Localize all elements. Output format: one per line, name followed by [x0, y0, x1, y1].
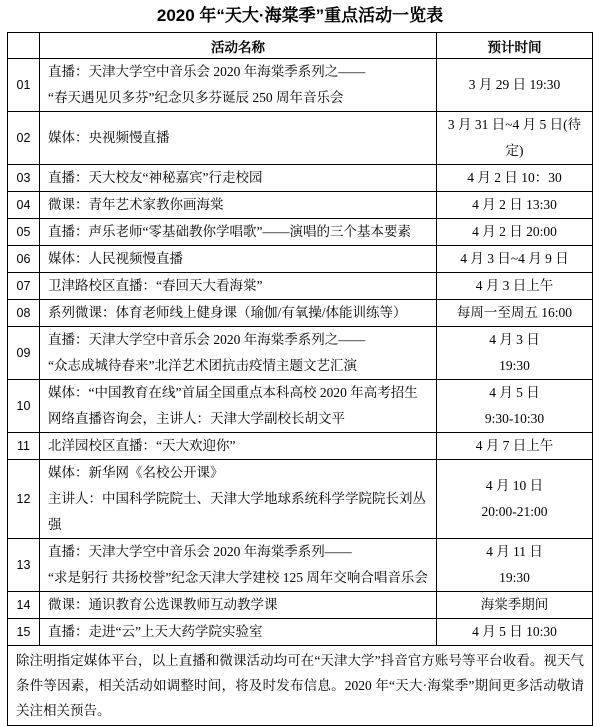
activity-cell — [40, 327, 437, 380]
activity-cell — [40, 246, 437, 273]
header-cell-activity: 活动名称 — [40, 33, 437, 59]
row-index: 09 — [8, 327, 40, 380]
time-cell — [437, 246, 593, 273]
time-line: 4 月 3 日上午 — [475, 278, 554, 293]
time-cell — [437, 433, 593, 460]
activity-line: 卫津路校区直播：“春回天大看海棠” — [48, 278, 263, 293]
time-line: 20:00-21:00 — [481, 504, 548, 519]
activity-cell — [40, 300, 437, 327]
row-index: 15 — [8, 619, 40, 646]
table-row — [8, 619, 593, 646]
activity-line: 系列微课：体育老师线上健身课（瑜伽/有氧操/体能训练等） — [48, 305, 407, 320]
row-index: 12 — [8, 460, 40, 539]
time-cell — [437, 300, 593, 327]
table-row — [8, 460, 593, 539]
table-row — [8, 539, 593, 592]
time-cell — [437, 592, 593, 619]
time-line: 海棠季期间 — [480, 597, 549, 612]
activity-line: 媒体：新华网《名校公开课》 — [48, 465, 224, 480]
footnote-text: 除注明指定媒体平台，以上直播和微课活动均可在“天津大学”抖音官方账号等平台收看。视天气条件等因素，相关活动如调整时间，将及时发布信息。2020 年“天大·海棠季”期间更多活动敬请关注相关预告。 — [8, 646, 593, 726]
table-row — [8, 433, 593, 460]
table-row — [8, 59, 593, 112]
time-line: 4 月 2 日 20:00 — [472, 224, 557, 239]
row-index: 01 — [8, 59, 40, 112]
activity-cell — [40, 460, 437, 539]
time-line: 19:30 — [499, 570, 530, 585]
time-cell — [437, 59, 593, 112]
activity-line: “众志成城待春来”北洋艺术团抗击疫情主题文艺汇演 — [48, 358, 357, 373]
time-line: 4 月 5 日 10:30 — [472, 624, 557, 639]
activity-line: 直播：天津大学空中音乐会 2020 年海棠季系列之—— — [48, 64, 366, 79]
time-line: 4 月 3 日~4 月 9 日 — [460, 251, 569, 266]
table-row — [8, 300, 593, 327]
row-index: 04 — [8, 192, 40, 219]
table-row — [8, 380, 593, 433]
time-cell — [437, 460, 593, 539]
time-line: 3 月 31 日~4 月 5 日(待定) — [447, 117, 582, 158]
table-row — [8, 165, 593, 192]
footnote-row — [8, 646, 593, 726]
activity-line: 媒体：央视频慢直播 — [48, 130, 170, 145]
time-cell — [437, 112, 593, 165]
activity-cell — [40, 619, 437, 646]
table-body — [8, 59, 593, 646]
activity-cell — [40, 165, 437, 192]
activity-line: 媒体：“中国教育在线”首届全国重点本科高校 2020 年高考招生 — [48, 385, 418, 400]
time-cell — [437, 619, 593, 646]
activity-line: “春天遇见贝多芬”纪念贝多芬诞辰 250 周年音乐会 — [48, 90, 344, 105]
activity-cell — [40, 380, 437, 433]
activity-cell — [40, 59, 437, 112]
activity-cell — [40, 192, 437, 219]
row-index: 03 — [8, 165, 40, 192]
table-row — [8, 592, 593, 619]
header-cell-time: 预计时间 — [437, 33, 593, 59]
time-cell — [437, 539, 593, 592]
activity-line: 直播：天津大学空中音乐会 2020 年海棠季系列—— — [48, 544, 352, 559]
table-row — [8, 219, 593, 246]
table-row — [8, 327, 593, 380]
activity-line: 微课：通识教育公选课教师互动教学课 — [48, 597, 278, 612]
time-line: 4 月 7 日上午 — [475, 438, 554, 453]
row-index: 05 — [8, 219, 40, 246]
time-line: 4 月 11 日 — [486, 544, 543, 559]
time-line: 4 月 2 日 13:30 — [472, 197, 557, 212]
activity-line: 直播：天大校友“神秘嘉宾”行走校园 — [48, 170, 263, 185]
time-cell — [437, 192, 593, 219]
activity-cell — [40, 539, 437, 592]
time-line: 4 月 5 日 — [489, 385, 540, 400]
activity-cell — [40, 273, 437, 300]
time-line: 每周一至周五 16:00 — [456, 305, 573, 320]
activity-line: 媒体：人民视频慢直播 — [48, 251, 183, 266]
row-index: 07 — [8, 273, 40, 300]
activity-line: 直播：走进“云”上天大药学院实验室 — [48, 624, 263, 639]
activity-cell — [40, 433, 437, 460]
page-title: 2020 年“天大·海棠季”重点活动一览表 — [156, 6, 444, 25]
row-index: 14 — [8, 592, 40, 619]
activity-line: 微课：青年艺术家教你画海棠 — [48, 197, 224, 212]
row-index: 13 — [8, 539, 40, 592]
row-index: 11 — [8, 433, 40, 460]
table-row — [8, 246, 593, 273]
activity-cell — [40, 592, 437, 619]
table-row — [8, 192, 593, 219]
time-cell — [437, 327, 593, 380]
activity-line: 主讲人：中国科学院院士、天津大学地球系统科学学院院长刘丛强 — [48, 491, 426, 532]
time-line: 19:30 — [499, 358, 530, 373]
table-row — [8, 273, 593, 300]
time-line: 3 月 29 日 19:30 — [468, 77, 561, 92]
row-index: 02 — [8, 112, 40, 165]
activity-line: 直播：天津大学空中音乐会 2020 年海棠季系列之—— — [48, 332, 366, 347]
activity-line: 网络直播咨询会，主讲人：天津大学副校长胡文平 — [48, 411, 345, 426]
time-line: 4 月 3 日 — [489, 332, 540, 347]
time-cell — [437, 219, 593, 246]
time-line: 4 月 10 日 — [485, 478, 544, 493]
activity-cell — [40, 112, 437, 165]
time-cell — [437, 273, 593, 300]
time-cell — [437, 165, 593, 192]
row-index: 10 — [8, 380, 40, 433]
activity-line: 直播：声乐老师“零基础教你学唱歌”——演唱的三个基本要素 — [48, 224, 411, 239]
header-row — [8, 33, 593, 59]
row-index: 06 — [8, 246, 40, 273]
table-row — [8, 112, 593, 165]
time-line: 9:30-10:30 — [484, 411, 545, 426]
header-cell-index — [8, 33, 40, 59]
time-line: 4 月 2 日 10：30 — [467, 170, 562, 185]
activity-line: “求是躬行 共扬校誉”纪念天津大学建校 125 周年交响合唱音乐会 — [48, 570, 428, 585]
time-cell — [437, 380, 593, 433]
row-index: 08 — [8, 300, 40, 327]
activity-cell — [40, 219, 437, 246]
activity-line: 北洋园校区直播：“天大欢迎你” — [48, 438, 236, 453]
activities-table — [7, 32, 593, 726]
